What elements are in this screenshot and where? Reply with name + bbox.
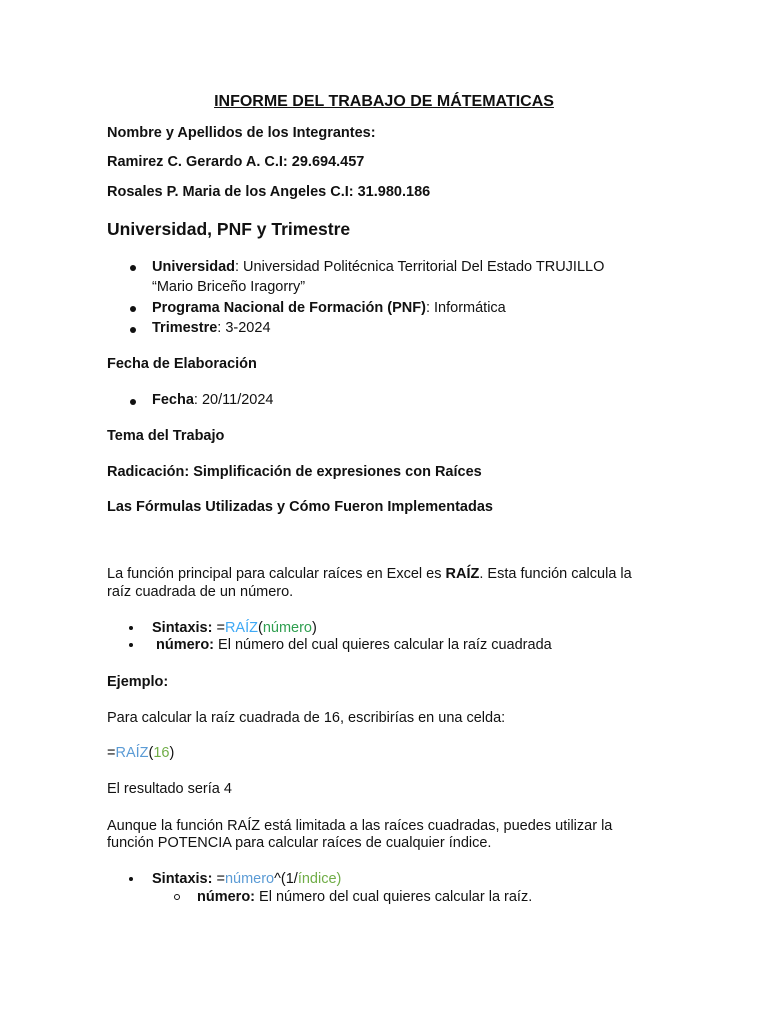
item-fecha: Fecha: 20/11/2024: [152, 392, 274, 408]
ejemplo-text: Para calcular la raíz cuadrada de 16, escribirías en una celda:: [107, 710, 506, 726]
raiz-syntax: Sintaxis: =RAÍZ(número): [152, 620, 317, 636]
bullet-icon: [130, 306, 136, 312]
bullet-icon: [129, 626, 133, 630]
bullet-icon: [129, 877, 133, 881]
bullet-icon: [130, 327, 136, 333]
member-1: Ramirez C. Gerardo A. C.I: 29.694.457: [107, 154, 365, 170]
ejemplo-heading: Ejemplo:: [107, 674, 169, 690]
tema-subject: Radicación: Simplificación de expresiones con Raíces: [107, 464, 482, 480]
sub-bullet-icon: [174, 894, 180, 900]
item-pnf: Programa Nacional de Formación (PNF): Informática: [152, 300, 506, 316]
bullet-icon: [129, 643, 133, 647]
item-universidad-cont: “Mario Briceño Iragorry”: [152, 279, 306, 295]
raiz-arg: número: El número del cual quieres calcular la raíz cuadrada: [156, 637, 552, 653]
formulas-heading: Las Fórmulas Utilizadas y Cómo Fueron Implementadas: [107, 499, 493, 515]
integrantes-heading: Nombre y Apellidos de los Integrantes:: [107, 125, 376, 141]
fecha-heading: Fecha de Elaboración: [107, 356, 257, 372]
raiz-intro-line1: La función principal para calcular raíces en Excel es RAÍZ. Esta función calcula la: [107, 566, 632, 582]
member-2: Rosales P. Maria de los Angeles C.I: 31.980.186: [107, 184, 431, 200]
universidad-heading: Universidad, PNF y Trimestre: [107, 219, 351, 239]
potencia-line1: Aunque la función RAÍZ está limitada a las raíces cuadradas, puedes utilizar la: [107, 818, 613, 834]
tema-heading: Tema del Trabajo: [107, 428, 225, 444]
ejemplo-result: El resultado sería 4: [107, 781, 232, 797]
item-trimestre: Trimestre: 3-2024: [152, 320, 271, 336]
ejemplo-formula: =RAÍZ(16): [107, 745, 175, 761]
item-universidad: Universidad: Universidad Politécnica Territorial Del Estado TRUJILLO: [152, 259, 605, 275]
bullet-icon: [130, 265, 136, 271]
potencia-arg: número: El número del cual quieres calcular la raíz.: [197, 889, 533, 905]
potencia-line2: función POTENCIA para calcular raíces de cualquier índice.: [107, 835, 492, 851]
bullet-icon: [130, 399, 136, 405]
potencia-syntax: Sintaxis: =número^(1/índice): [152, 871, 342, 887]
raiz-intro-line2: raíz cuadrada de un número.: [107, 584, 294, 600]
document-title: INFORME DEL TRABAJO DE MÁTEMATICAS: [214, 93, 554, 110]
